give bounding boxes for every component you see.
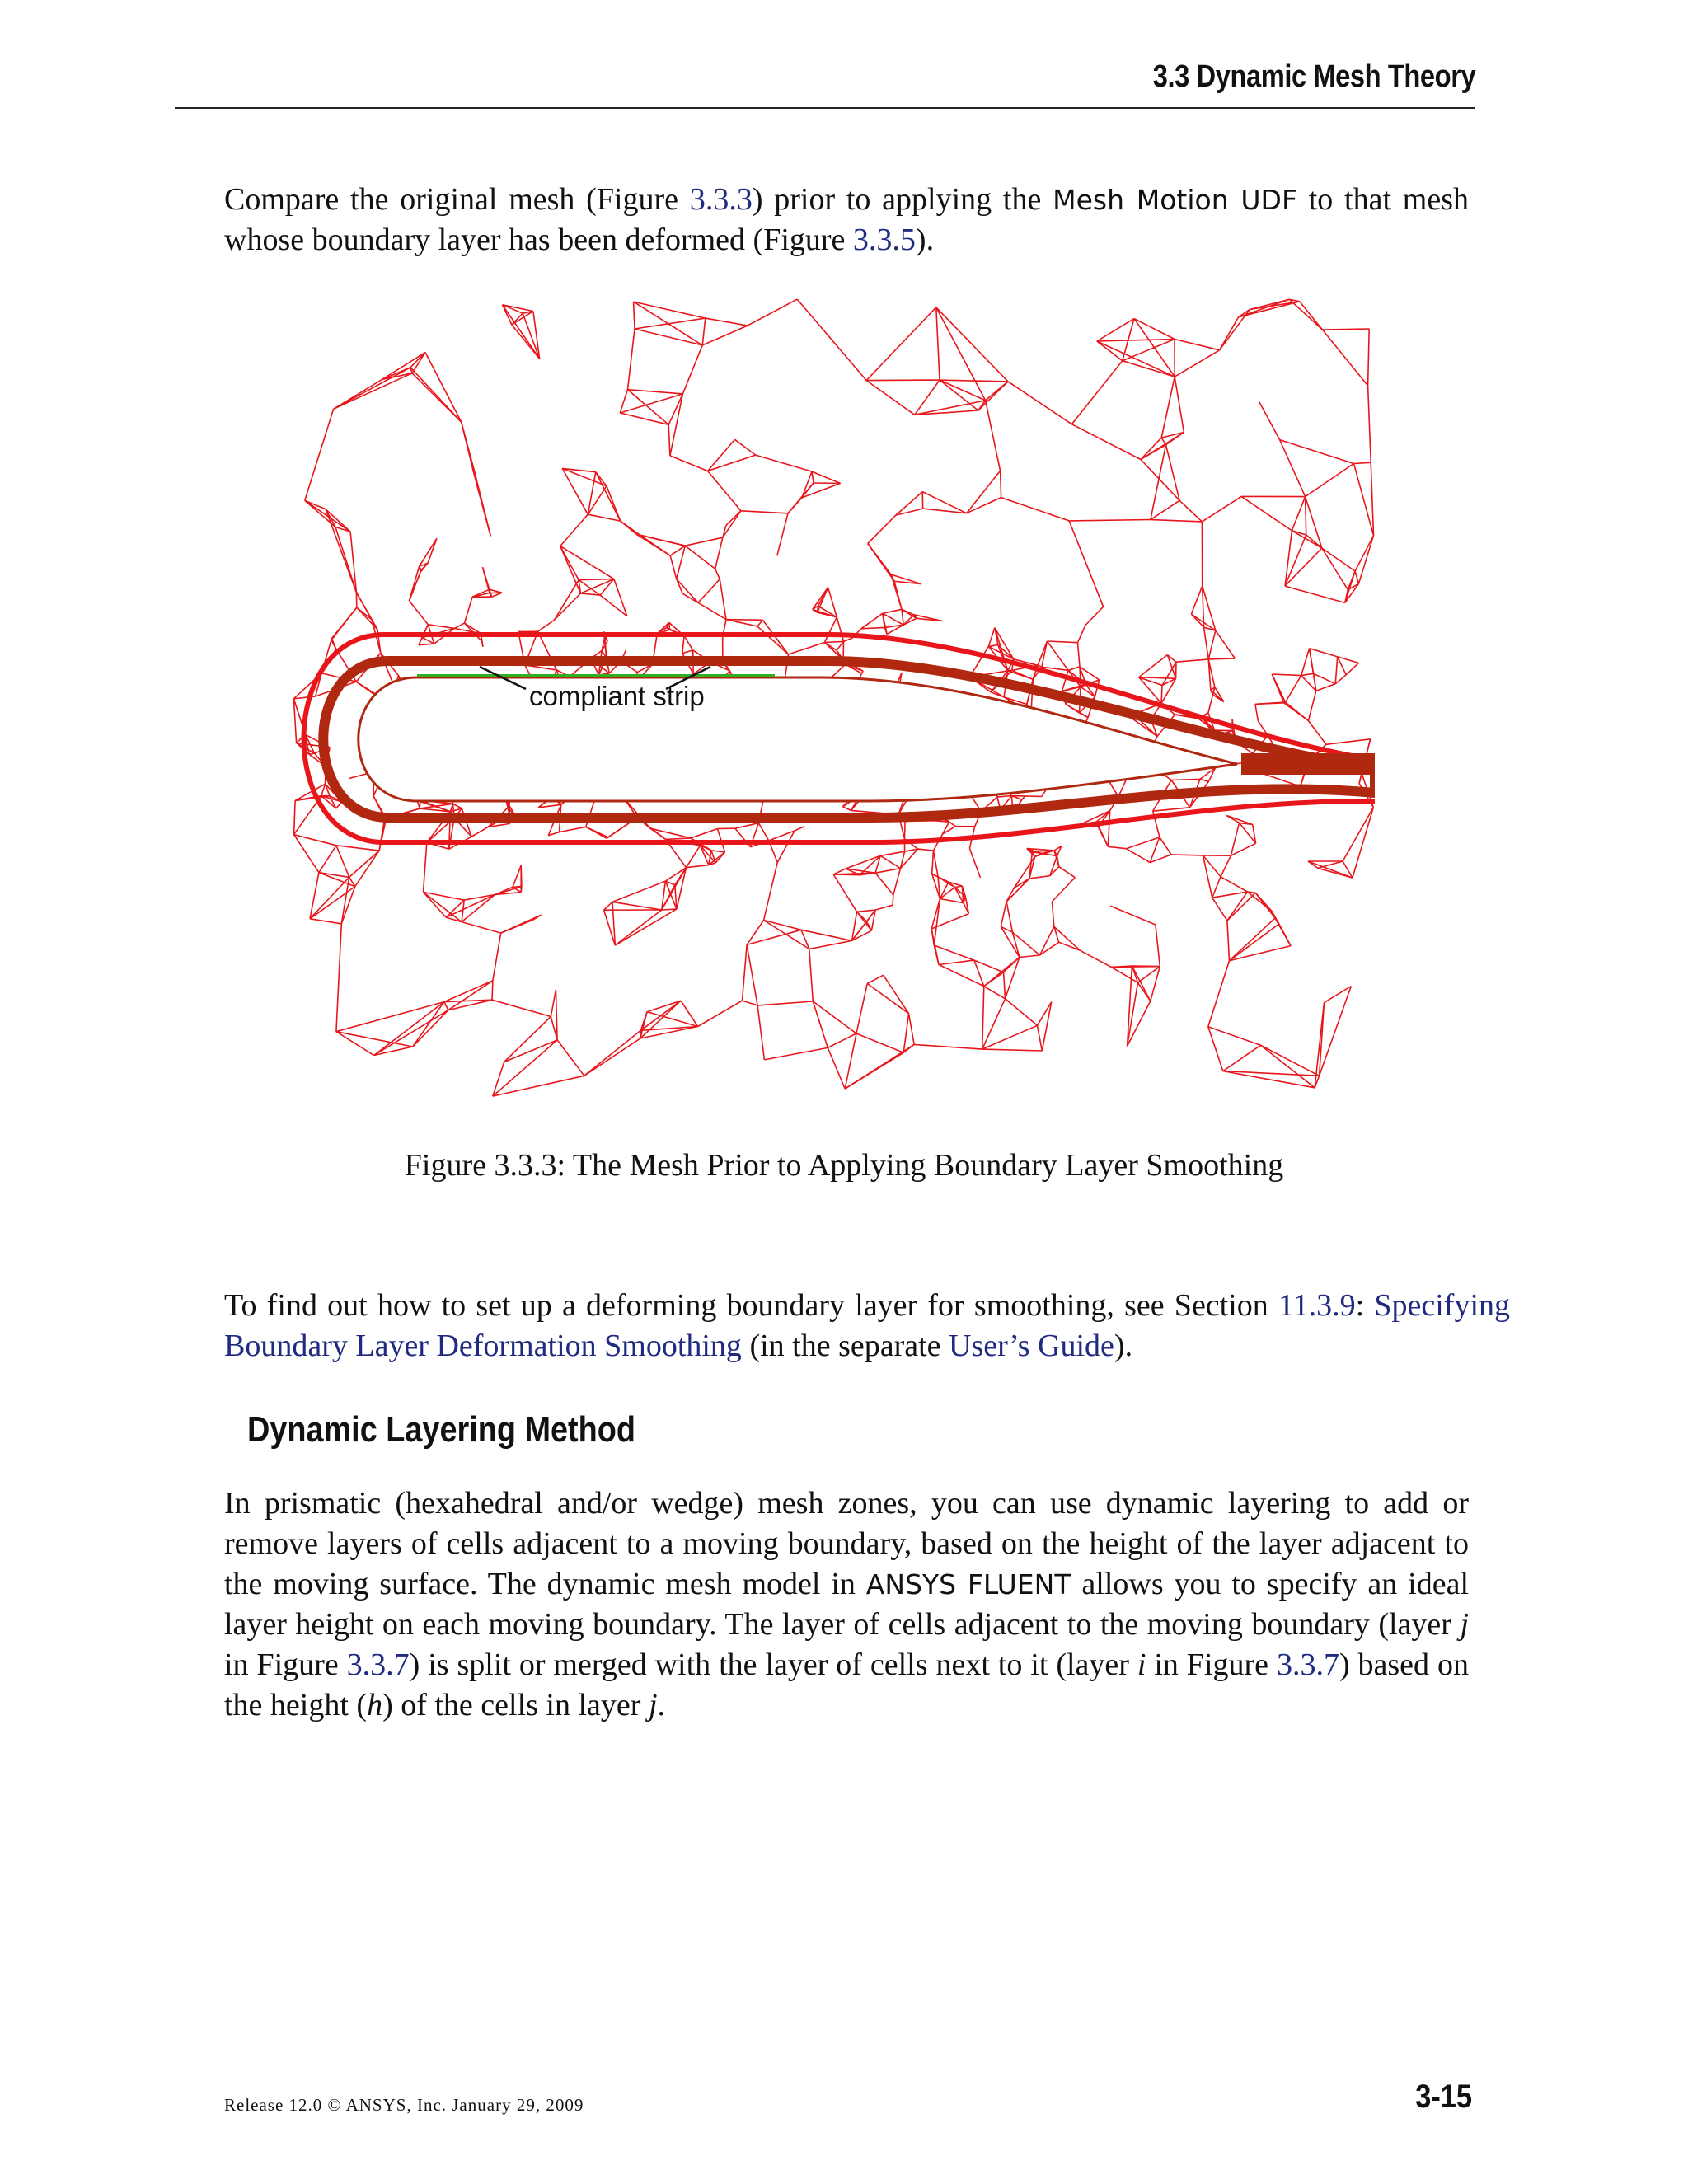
smoothing-reference-paragraph (224, 1286, 1510, 1366)
wake-layer-mesh (1241, 753, 1375, 775)
running-header-title: 3.3 Dynamic Mesh Theory (1152, 59, 1475, 94)
variable-j-second: j (648, 1688, 658, 1722)
section-heading-dynamic-layering: Dynamic Layering Method (247, 1409, 635, 1450)
footer-release-info: Release 12.0 © ANSYS, Inc. January 29, 2009 (224, 2095, 584, 2115)
layering-text-7: ) of the cells in layer (382, 1688, 649, 1722)
mesh-figure (293, 298, 1375, 1113)
header-rule (175, 107, 1475, 109)
intro-text-3: to that mesh whose boundary layer has been deformed (Figure (224, 182, 1469, 257)
users-guide-link[interactable]: User’s Guide (949, 1329, 1114, 1363)
figure-link-3-3-3[interactable]: 3.3.3 (689, 182, 753, 217)
dynamic-layering-paragraph (224, 1483, 1469, 1726)
smoothing-text-2: : (1355, 1288, 1375, 1323)
mesh-figure-image (293, 298, 1375, 1113)
layering-text-5: in Figure (1146, 1647, 1277, 1682)
product-name: ANSYS FLUENT (865, 1568, 1071, 1601)
intro-paragraph (224, 180, 1469, 260)
compliant-strip-label: compliant strip (529, 681, 705, 711)
variable-h: h (367, 1688, 383, 1722)
layering-text-1: In prismatic (hexahedral and/or wedge) mesh zones, you can use dynamic layering to add or remove layers of cells adjacent to a moving boundary, based on the height of the layer adjacent to the moving surface. The dynamic mesh model in (224, 1486, 1469, 1601)
layering-text-6: ) based on the height ( (224, 1647, 1469, 1722)
page-number: 3-15 (1415, 2079, 1472, 2115)
figure-link-3-3-7-b[interactable]: 3.3.7 (1276, 1647, 1339, 1682)
intro-text-4: ). (915, 223, 935, 257)
section-title-link[interactable]: Specifying Boundary Layer Deformation Smoothing (224, 1288, 1510, 1363)
figure-link-3-3-7-a[interactable]: 3.3.7 (346, 1647, 410, 1682)
variable-j: j (1460, 1607, 1469, 1642)
smoothing-text-1: To find out how to set up a deforming boundary layer for smoothing, see Section (224, 1288, 1278, 1323)
intro-text-2: ) prior to applying the (752, 182, 1053, 217)
figure-link-3-3-5[interactable]: 3.3.5 (852, 223, 916, 257)
layering-text-3: in Figure (224, 1647, 347, 1682)
smoothing-text-3: (in the separate (741, 1329, 950, 1363)
layering-text-2: allows you to specify an ideal layer height on each moving boundary. The layer of cells adjacent to the moving boundary (layer (224, 1567, 1470, 1642)
mesh-motion-udf-term: Mesh Motion UDF (1053, 184, 1297, 216)
smoothing-text-4: ). (1114, 1329, 1133, 1363)
section-link-11-3-9[interactable]: 11.3.9 (1278, 1288, 1356, 1323)
intro-text-1: Compare the original mesh (Figure (224, 182, 690, 217)
airfoil-surface (359, 677, 1237, 801)
layering-text-8: . (657, 1688, 665, 1722)
figure-caption: Figure 3.3.3: The Mesh Prior to Applying Boundary Layer Smoothing (404, 1148, 1284, 1183)
variable-i: i (1137, 1647, 1146, 1682)
layering-text-4: ) is split or merged with the layer of cells next to it (layer (409, 1647, 1137, 1682)
